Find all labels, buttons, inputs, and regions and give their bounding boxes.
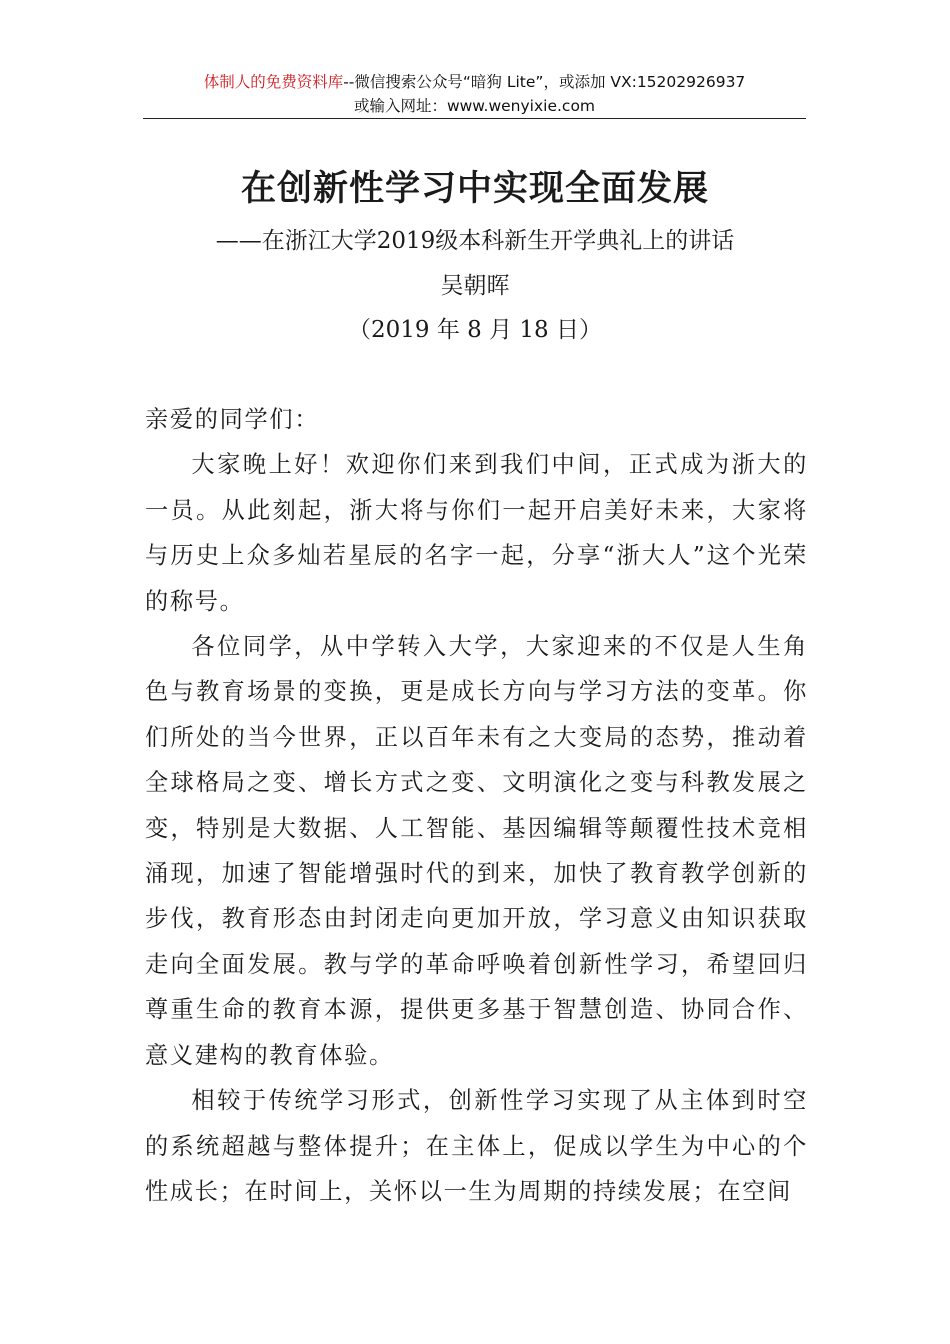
document-subtitle: ——在浙江大学2019级本科新生开学典礼上的讲话 xyxy=(215,228,735,254)
body-paragraph: 大家晚上好！欢迎你们来到我们中间，正式成为浙大的一员。从此刻起，浙大将与你们一起开启美好未来，大家将与历史上众多灿若星辰的名字一起，分享“浙大人”这个光荣的称号。 xyxy=(145,451,808,615)
page-header xyxy=(143,70,806,118)
document-title: 在创新性学习中实现全面发展 xyxy=(240,168,709,209)
header-divider xyxy=(143,118,806,119)
salutation: 亲爱的同学们： xyxy=(145,406,320,433)
header-line-2: 或输入网址：www.wenyixie.com xyxy=(353,97,596,115)
document-date: （2019 年 8 月 18 日） xyxy=(348,317,602,343)
header-promo-text: --微信搜索公众号“暗狗 Lite”，或添加 VX:15202926937 xyxy=(343,73,746,91)
document-author: 吴朝晖 xyxy=(440,273,510,299)
document-body xyxy=(145,397,808,1214)
body-paragraph: 相较于传统学习形式，创新性学习实现了从主体到时空的系统超越与整体提升；在主体上，促成以学生为中心的个性成长；在时间上，关怀以一生为周期的持续发展；在空间 xyxy=(145,1087,808,1205)
body-paragraph: 各位同学，从中学转入大学，大家迎来的不仅是人生角色与教育场景的变换，更是成长方向与学习方法的变革。你们所处的当今世界，正以百年未有之大变局的态势，推动着全球格局之变、增长方式之变、文明演化之变与科教发展之变，特别是大数据、人工智能、基因编辑等颠覆性技术竞相涌现，加速了智能增强时代的到来，加快了教育教学创新的步伐，教育形态由封闭走向更加开放，学习意义由知识获取走向全面发展。教与学的革命呼唤着创新性学习，希望回归尊重生命的教育本源，提供更多基于智慧创造、协同合作、意义建构的教育体验。 xyxy=(145,633,808,1069)
header-line-1 xyxy=(143,70,806,94)
header-brand: 体制人的免费资料库 xyxy=(203,73,344,91)
